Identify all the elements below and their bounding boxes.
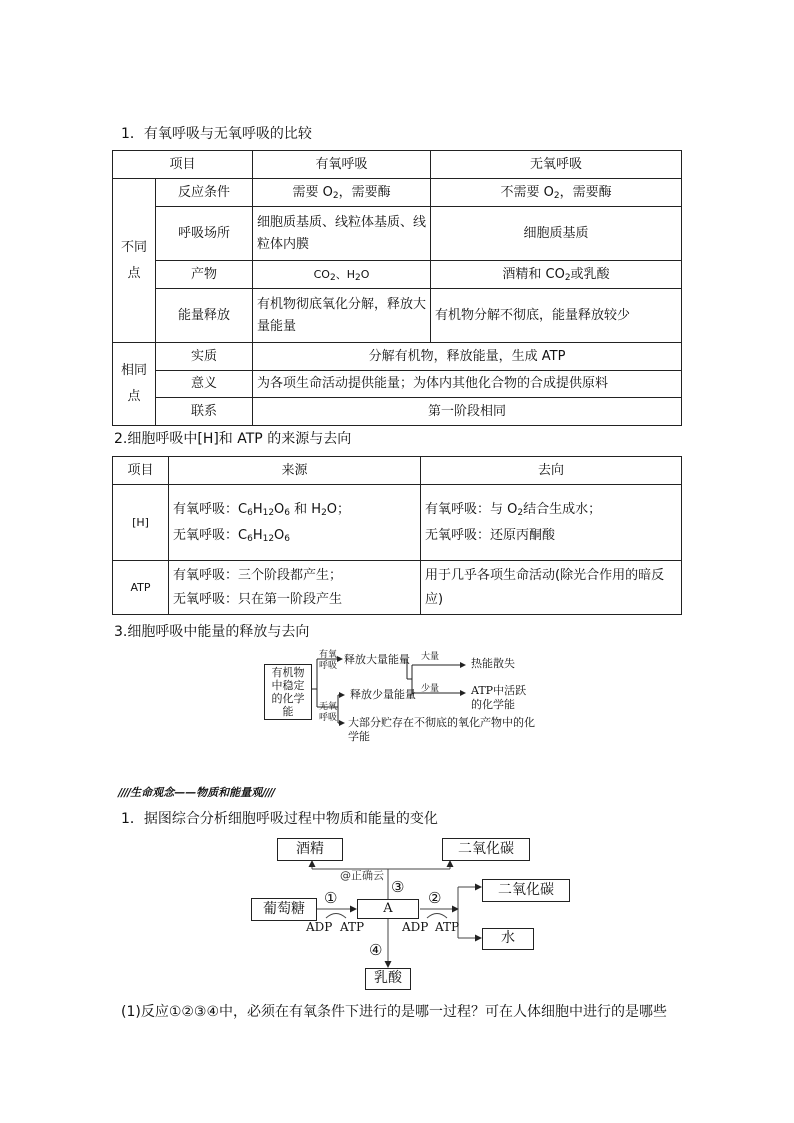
anaerobic-label: 无氧 呼吸 <box>319 702 338 723</box>
cell-h-destination: 有氧呼吸：与 $O_2$结合生成水； 无氧呼吸：还原丙酮酸 <box>421 485 682 561</box>
step-4-label: ④ <box>369 941 383 959</box>
aerobic-label: 有氧 呼吸 <box>319 650 338 671</box>
group-same <box>113 343 156 426</box>
remainder-text: 大部分贮存在不彻底的氧化产物中的化学能 <box>348 716 535 743</box>
cell-anaerobic-energy: 有机物分解不彻底，能量释放较少 <box>431 289 682 343</box>
group-same-label: 相同点 <box>120 363 147 404</box>
header-item: 项目 <box>113 457 169 485</box>
atp-label-1: ATP <box>340 920 365 934</box>
co2-right-box: 二氧化碳 <box>482 879 570 902</box>
a-box: A <box>357 899 419 919</box>
banner-deco-right: //// <box>262 786 275 799</box>
row-item: 意义 <box>156 371 253 398</box>
heat-text: 热能散失 <box>471 657 515 670</box>
watermark-text: @正确云 <box>340 869 384 882</box>
lactic-acid-box: 乳酸 <box>365 968 411 990</box>
small-tag: 少量 <box>421 684 440 694</box>
release-small-text: 释放少量能量 <box>350 688 416 701</box>
cell-essence: 分解有机物，释放能量，生成 ATP <box>253 343 682 371</box>
group-diff-label: 不同点 <box>120 239 147 281</box>
cell-significance: 为各项生命活动提供能量；为体内其他化合物的合成提供原料 <box>253 371 682 398</box>
row-item: 联系 <box>156 398 253 426</box>
cell-connection: 第一阶段相同 <box>253 398 682 426</box>
cell-atp-source: 有氧呼吸：三个阶段都产生； 无氧呼吸：只在第一阶段产生 <box>169 561 421 615</box>
question-text: (1)反应①②③④中，必须在有氧条件下进行的是哪一过程？可在人体细胞中进行的是哪些 <box>121 1004 668 1020</box>
cell-h-source: 有氧呼吸：$C_6H_{12}O_6$ 和 $H_2O$； 无氧呼吸：$C_6H_{12}O_6$ <box>169 485 421 561</box>
cell-aerobic-condition: 需要 $O_2$，需要酶 <box>253 179 431 207</box>
glucose-box: 葡萄糖 <box>251 898 317 921</box>
header-source: 来源 <box>169 457 421 485</box>
step-2-label: ② <box>428 889 442 907</box>
section-banner: ////生命观念——物质和能量观//// <box>118 786 275 799</box>
header-item: 项目 <box>113 151 253 179</box>
adp-label-2: ADP <box>402 920 429 934</box>
step-3-label: ③ <box>391 878 405 896</box>
large-tag: 大量 <box>421 652 440 662</box>
water-box: 水 <box>482 928 534 950</box>
adp-label-1: ADP <box>306 920 333 934</box>
row-item: 能量释放 <box>156 289 253 343</box>
atp-energy-text: ATP中活跃的化学能 <box>471 684 527 711</box>
section-2-heading: 2.细胞呼吸中[H]和 ATP 的来源与去向 <box>114 431 352 447</box>
cell-atp-destination: 用于几乎各项生命活动(除光合作用的暗反应) <box>421 561 682 615</box>
section-1-heading: 1．有氧呼吸与无氧呼吸的比较 <box>121 126 312 142</box>
cell-aerobic-energy: 有机物彻底氧化分解，释放大量能量 <box>253 289 431 343</box>
banner-deco-left: //// <box>118 786 131 799</box>
step-1-label: ① <box>324 889 338 907</box>
row-atp-item: ATP <box>113 561 169 615</box>
cell-aerobic-product: $CO_2$、$H_2O$ <box>253 261 431 289</box>
release-large-text: 释放大量能量 <box>344 653 410 666</box>
section-3-heading: 3.细胞呼吸中能量的释放与去向 <box>114 624 310 640</box>
co2-top-box: 二氧化碳 <box>442 838 530 861</box>
cell-anaerobic-product: 酒精和 $CO_2$或乳酸 <box>431 261 682 289</box>
row-h-item: [H] <box>113 485 169 561</box>
header-aerobic: 有氧呼吸 <box>253 151 431 179</box>
atp-label-2: ATP <box>435 920 460 934</box>
row-item: 产物 <box>156 261 253 289</box>
cell-aerobic-site: 细胞质基质、线粒体基质、线粒体内膜 <box>253 207 431 261</box>
h-atp-table <box>112 456 682 615</box>
alcohol-box: 酒精 <box>277 838 343 861</box>
row-item: 反应条件 <box>156 179 253 207</box>
comparison-table <box>112 150 682 426</box>
question-heading: 1．据图综合分析细胞呼吸过程中物质和能量的变化 <box>121 811 438 827</box>
header-anaerobic: 无氧呼吸 <box>431 151 682 179</box>
organic-energy-box: 有机物中稳定的化学能 <box>264 664 312 720</box>
cell-anaerobic-site: 细胞质基质 <box>431 207 682 261</box>
row-item: 呼吸场所 <box>156 207 253 261</box>
header-destination: 去向 <box>421 457 682 485</box>
group-different <box>113 179 156 343</box>
row-item: 实质 <box>156 343 253 371</box>
cell-anaerobic-condition: 不需要 $O_2$，需要酶 <box>431 179 682 207</box>
